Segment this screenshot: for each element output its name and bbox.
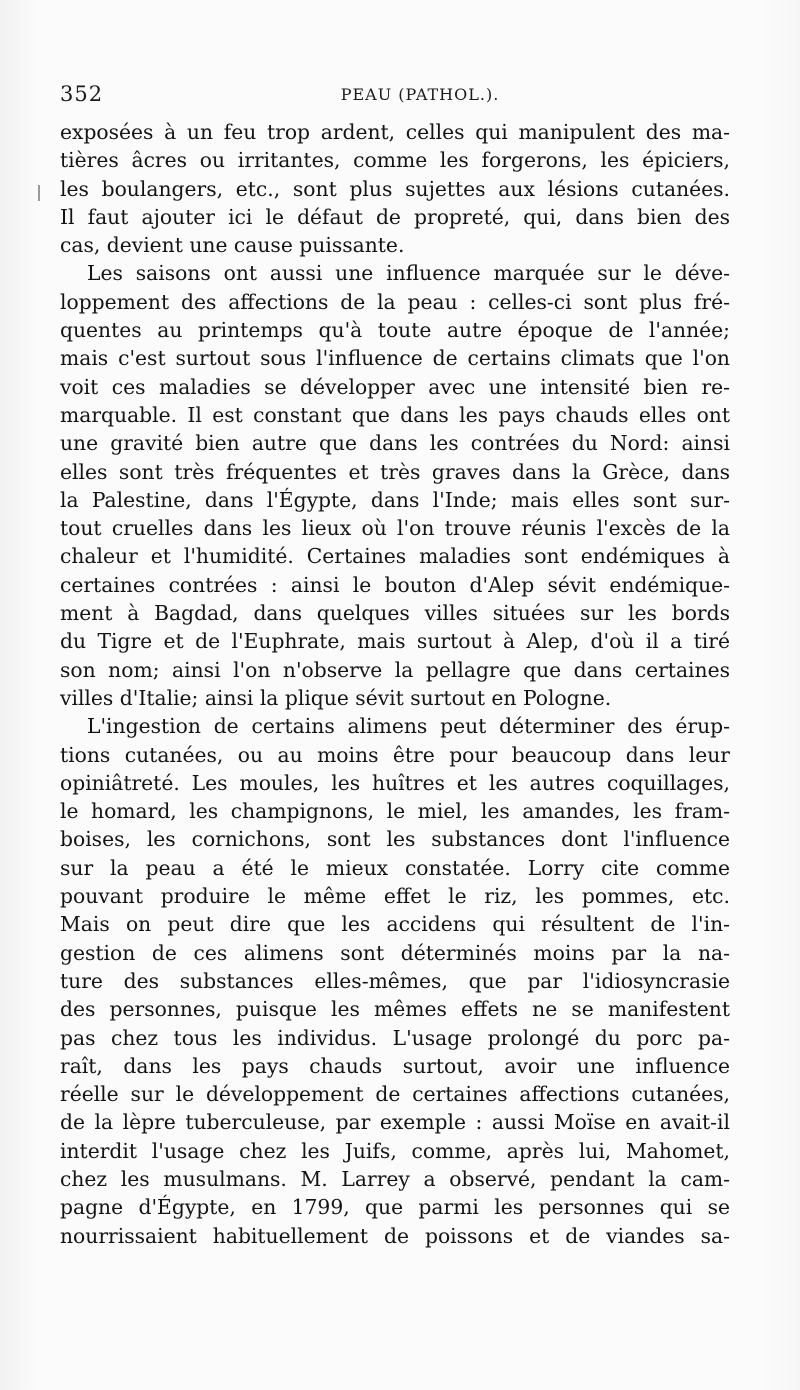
text-line: nourrissaient habituellement de poissons et de viandes sa-	[60, 1223, 730, 1248]
text-line: raît, dans les pays chauds surtout, avoir une influence	[60, 1053, 730, 1078]
text-line: Mais on peut dire que les accidens qui résultent de l'in-	[60, 912, 730, 937]
text-line: le homard, les champignons, le miel, les amandes, les fram-	[60, 799, 730, 824]
text-line: les boulangers, etc., sont plus sujettes aux lésions cutanées.	[60, 176, 730, 201]
text-line: gestion de ces alimens sont déterminés moins par la na-	[60, 940, 730, 965]
text-line: chaleur et l'humidité. Certaines maladies sont endémiques à	[60, 544, 730, 569]
running-head: PEAU (PATHOL.).	[340, 85, 500, 104]
text-line: réelle sur le développement de certaines affections cutanées,	[60, 1082, 730, 1107]
text-line: L'ingestion de certains alimens peut déterminer des érup-	[87, 714, 730, 739]
text-line: certaines contrées : ainsi le bouton d'Alep sévit endémique-	[60, 572, 730, 597]
text-line: cas, devient une cause puissante.	[60, 233, 405, 258]
page-header	[60, 82, 730, 116]
scan-margin-mark	[38, 185, 40, 201]
text-line: ture des substances elles-mêmes, que par l'idiosyncrasie	[60, 968, 730, 993]
text-line: interdit l'usage chez les Juifs, comme, après lui, Mahomet,	[60, 1138, 730, 1163]
text-line: tions cutanées, ou au moins être pour beaucoup dans leur	[60, 742, 730, 767]
text-line: pas chez tous les individus. L'usage prolongé du porc pa-	[60, 1025, 730, 1050]
text-line: ment à Bagdad, dans quelques villes situées sur les bords	[60, 601, 730, 626]
text-line: tout cruelles dans les lieux où l'on trouve réunis l'excès de la	[60, 516, 730, 541]
text-line: elles sont très fréquentes et très graves dans la Grèce, dans	[60, 459, 730, 484]
text-line: exposées à un feu trop ardent, celles qui manipulent des ma-	[60, 120, 730, 144]
page-number: 352	[60, 82, 104, 106]
text-line: voit ces maladies se développer avec une intensité bien re-	[60, 374, 730, 399]
text-line: boises, les cornichons, sont les substances dont l'influence	[60, 827, 730, 852]
text-line: de la lèpre tuberculeuse, par exemple : aussi Moïse en avait-il	[60, 1110, 730, 1135]
text-line: tières âcres ou irritantes, comme les forgerons, les épiciers,	[60, 148, 730, 173]
text-line: pagne d'Égypte, en 1799, que parmi les personnes qui se	[60, 1195, 730, 1220]
text-line: loppement des affections de la peau : celles-ci sont plus fré-	[60, 289, 730, 314]
text-line: son nom; ainsi l'on n'observe la pellagre que dans certaines	[60, 657, 730, 682]
text-line: Les saisons ont aussi une influence marquée sur le déve-	[87, 261, 730, 286]
text-line: sur la peau a été le mieux constatée. Lorry cite comme	[60, 855, 730, 880]
text-line: quentes au printemps qu'à toute autre époque de l'année;	[60, 318, 730, 343]
text-line: marquable. Il est constant que dans les pays chauds elles ont	[60, 402, 730, 427]
text-line: une gravité bien autre que dans les contrées du Nord: ainsi	[60, 431, 730, 456]
text-line: du Tigre et de l'Euphrate, mais surtout à Alep, d'où il a tiré	[60, 629, 730, 654]
text-line: mais c'est surtout sous l'influence de certains climats que l'on	[60, 346, 730, 371]
text-line: pouvant produire le même effet le riz, les pommes, etc.	[60, 884, 730, 909]
text-line: villes d'Italie; ainsi la plique sévit surtout en Pologne.	[60, 685, 612, 710]
text-line: opiniâtreté. Les moules, les huîtres et les autres coquillages,	[60, 770, 730, 795]
text-line: des personnes, puisque les mêmes effets ne se manifestent	[60, 997, 730, 1022]
body-text	[60, 118, 730, 1250]
text-line: chez les musulmans. M. Larrey a observé, pendant la cam-	[60, 1166, 730, 1191]
text-line: la Palestine, dans l'Égypte, dans l'Inde; mais elles sont sur-	[60, 487, 730, 512]
text-line: Il faut ajouter ici le défaut de propreté, qui, dans bien des	[60, 204, 730, 229]
